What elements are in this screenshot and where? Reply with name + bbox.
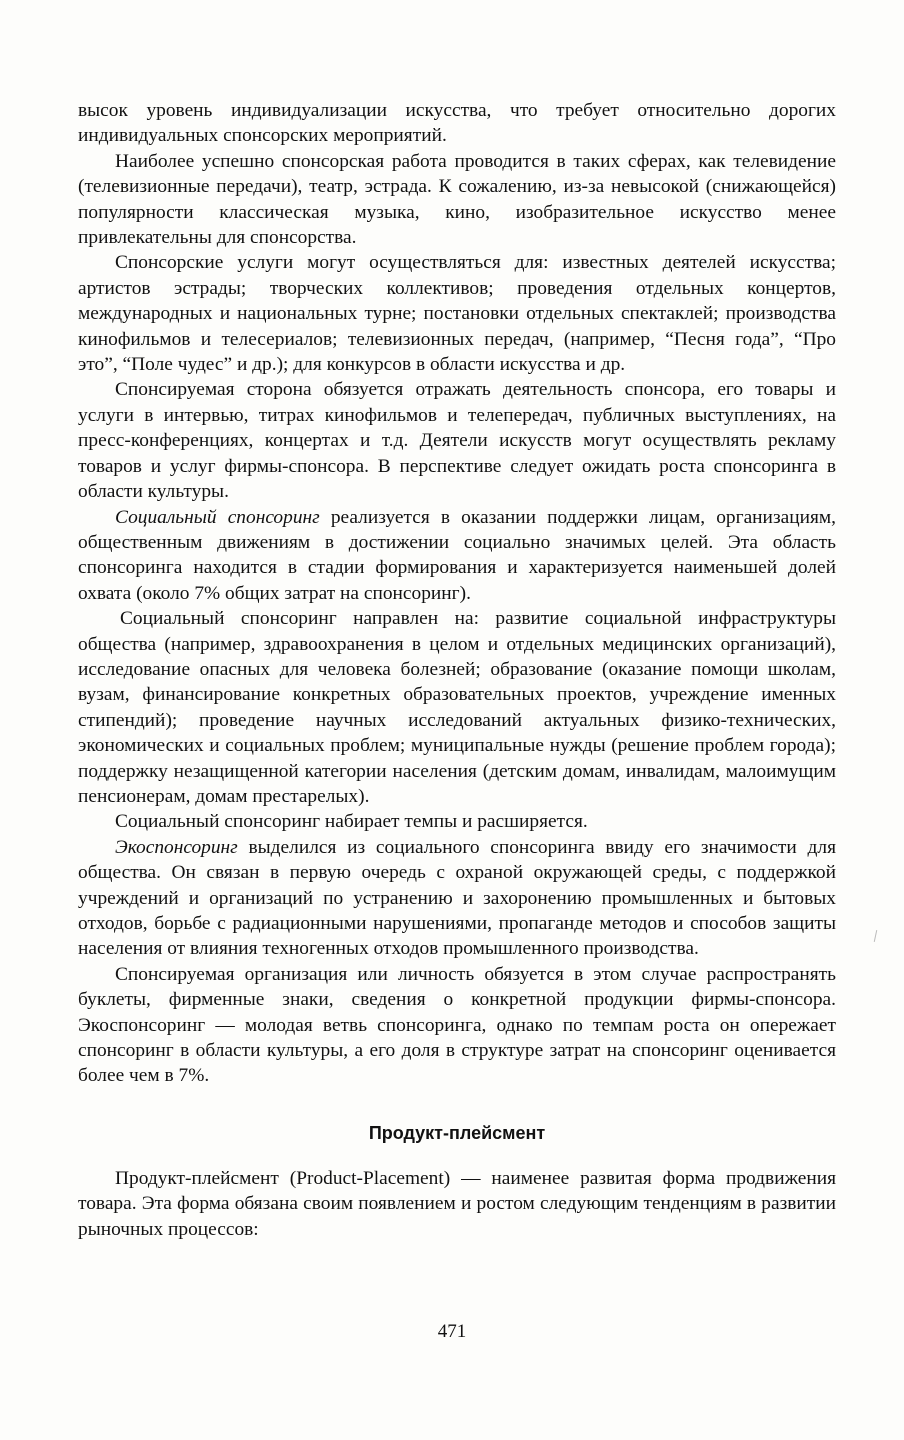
paragraph-italic-lead: Социальный спонсоринг <box>115 506 320 528</box>
paragraph <box>78 505 836 607</box>
paragraph <box>78 377 836 504</box>
paragraph-text: Наиболее успешно спонсорская работа проводится в таких сферах, как телевидение (телевизионные передачи), театр, эстрада. К сожалению, из-за невысокой (снижающейся) популярности классическая музыка, кино, изобразительное искусство менее привлекательны для спонсорства. <box>78 150 836 249</box>
section-paragraph: Продукт-плейсмент (Product-Placement) — наименее развитая форма продвижения товара. Эта форма обязана своим появлением и ростом следующим тенденциям в развитии рыночных процессов: <box>78 1167 836 1240</box>
paragraph-text: Спонсируемая организация или личность обязуется в этом случае распространять буклеты, фирменные знаки, сведения о конкретной продукции фирмы-спонсора. Экоспонсоринг — молодая ветвь спонсоринга, однако по темпам роста он опережает спонсоринг в области культуры, а его доля в структуре затрат на спонсоринг оценивается более чем в 7%. <box>78 963 836 1087</box>
section-heading: Продукт-плейсмент <box>368 1122 546 1143</box>
paragraph-text: реализуется в оказании поддержки лицам, организациям, общественным движениям в достижении социально значимых целей. Эта область спонсоринга находится в стадии формирования и характеризуется наименьшей долей охвата (около 7% общих затрат на спонсоринг). <box>78 506 836 604</box>
paragraph <box>78 606 836 809</box>
paragraph <box>78 835 836 962</box>
paragraph-text: Спонсорские услуги могут осуществляться для: известных деятелей искусства; артистов эстрады; творческих коллективов; проведения отдельных концертов, международных и национальных турне; постановки отдельных спектаклей; производства кинофильмов и телесериалов; телевизионных передач, (например, “Песня года”, “Про это”, “Поле чудес” и др.); для конкурсов в области искусства и др. <box>78 252 836 376</box>
paragraph <box>78 809 836 834</box>
paragraph-italic-lead: Экоспонсоринг <box>115 836 238 858</box>
paragraph-text: выделился из социального спонсоринга ввиду его значимости для общества. Он связан в первую очередь с охраной окружающей среды, с поддержкой учреждений и организаций по устранению и захоронению промышленных и бытовых отходов, борьбе с радиационными нарушениями, пропаганде методов и способов защиты населения от влияния техногенных отходов промышленного производства. <box>78 836 836 960</box>
paragraph-text: Социальный спонсоринг направлен на: развитие социальной инфраструктуры общества (например, здравоохранения в целом и отдельных медицинских организаций), исследование опасных для человека болезней; образование (оказание помощи школам, вузам, финансирование конкретных образовательных проектов, учреждение именных стипендий); проведение научных исследований актуальных физико-технических, экономических и социальных проблем; муниципальные нужды (решение проблем города); поддержку незащищенной категории населения (детским домам, инвалидам, малоимущим пенсионерам, домам престарелых). <box>78 608 836 807</box>
paragraph-text: Социальный спонсоринг набирает темпы и расширяется. <box>115 811 588 833</box>
page-number: 471 <box>437 1321 467 1342</box>
paragraph-text: высок уровень индивидуализации искусства, что требует относительно дорогих индивидуальных спонсорских мероприятий. <box>78 100 836 147</box>
paragraph <box>78 962 836 1089</box>
page-body <box>78 98 836 1242</box>
paragraph <box>78 98 836 149</box>
paragraph-text: Спонсируемая сторона обязуется отражать деятельность спонсора, его товары и услуги в интервью, титрах кинофильмов и телепередач, публичных выступлениях, на пресс-конференциях, концертах и т.д. Деятели искусств могут осуществлять рекламу товаров и услуг фирмы-спонсора. В перспективе следует ожидать роста спонсоринга в области культуры. <box>78 379 836 503</box>
scan-speck <box>874 930 877 942</box>
paragraph <box>78 250 836 377</box>
paragraph <box>78 149 836 251</box>
